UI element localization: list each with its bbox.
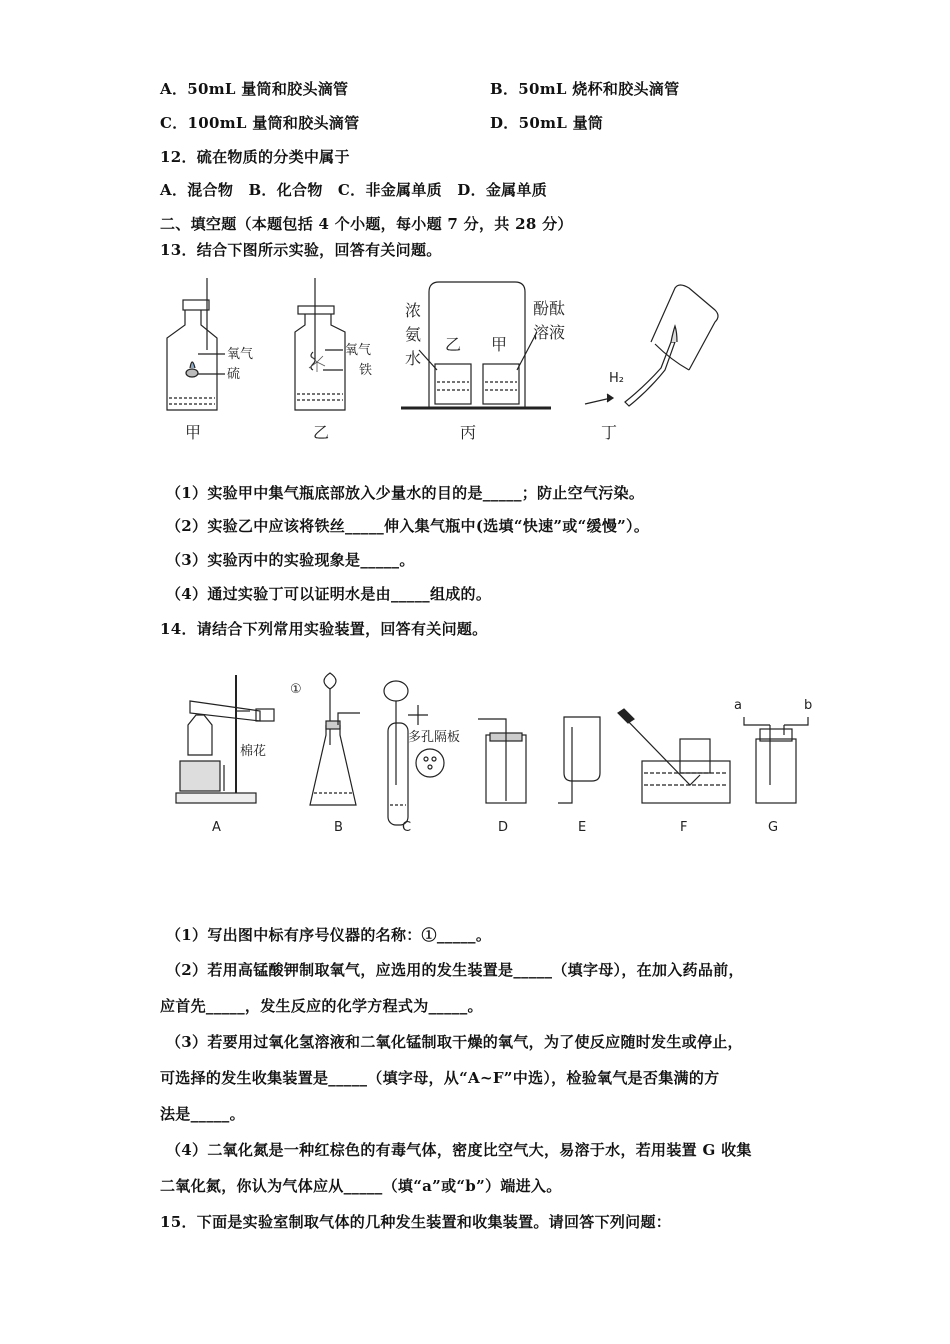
caption-c: C bbox=[402, 820, 412, 835]
q15-stem: 15．下面是实验室制取气体的几种发生装置和收集装置。请回答下列问题： bbox=[160, 1213, 672, 1231]
label-ammonia-2: 氨 bbox=[405, 325, 422, 344]
caption-yi: 乙 bbox=[313, 423, 330, 442]
q13-sub3: （3）实验丙中的实验现象是_____。 bbox=[166, 551, 415, 569]
apparatus-f bbox=[618, 709, 730, 803]
q13-sub1: （1）实验甲中集气瓶底部放入少量水的目的是_____；防止空气污染。 bbox=[166, 484, 645, 502]
apparatus-d bbox=[478, 719, 526, 803]
label-porous-plate: 多孔隔板 bbox=[408, 730, 461, 745]
q14-sub4-line2: 二氧化氮，你认为气体应从_____（填“a”或“b”）端进入。 bbox=[160, 1177, 562, 1195]
q13-sub4: （4）通过实验丁可以证明水是由_____组成的。 bbox=[166, 585, 492, 603]
bottle-jia bbox=[167, 278, 225, 410]
label-a: a bbox=[734, 698, 742, 713]
q11-option-d: D．50mL 量筒 bbox=[490, 114, 604, 132]
label-ammonia-1: 浓 bbox=[405, 301, 422, 320]
q14-stem: 14．请结合下列常用实验装置，回答有关问题。 bbox=[160, 620, 488, 638]
caption-b: B bbox=[334, 820, 343, 835]
label-iron: 铁 bbox=[359, 363, 373, 378]
q13-sub2: （2）实验乙中应该将铁丝_____伸入集气瓶中(选填“快速”或“缓慢”）。 bbox=[166, 517, 650, 535]
q14-sub2-line1: （2）若用高锰酸钾制取氧气，应选用的发生装置是_____（填字母），在加入药品前， bbox=[166, 961, 744, 979]
q11-option-a: A．50mL 量筒和胶头滴管 bbox=[160, 80, 349, 98]
label-h2: H₂ bbox=[609, 371, 624, 386]
q14-sub3-line1: （3）若要用过氧化氢溶液和二氧化锰制取干燥的氧气，为了使反应随时发生或停止， bbox=[166, 1033, 743, 1051]
label-beaker-yi: 乙 bbox=[445, 335, 462, 354]
caption-ding: 丁 bbox=[601, 423, 618, 442]
label-sulfur: 硫 bbox=[227, 367, 241, 382]
label-cotton: 棉花 bbox=[240, 744, 267, 759]
q14-sub4-line1: （4）二氧化氮是一种红棕色的有毒气体，密度比空气大，易溶于水，若用装置 G 收集 bbox=[166, 1141, 752, 1159]
caption-bing: 丙 bbox=[460, 423, 477, 442]
caption-g: G bbox=[768, 820, 779, 835]
label-phenol-1: 酚酞 bbox=[533, 299, 566, 318]
caption-f: F bbox=[680, 820, 688, 835]
caption-d: D bbox=[498, 820, 509, 835]
apparatus-c bbox=[384, 681, 444, 825]
apparatus-b bbox=[310, 673, 360, 805]
label-oxygen-yi: 氧气 bbox=[345, 343, 372, 358]
bell-jar-bing bbox=[401, 282, 551, 408]
label-phenol-2: 溶液 bbox=[533, 323, 566, 342]
caption-e: E bbox=[578, 820, 587, 835]
label-beaker-jia: 甲 bbox=[491, 335, 508, 354]
q11-option-b: B．50mL 烧杯和胶头滴管 bbox=[490, 80, 680, 98]
q14-sub2-line2: 应首先_____，发生反应的化学方程式为_____。 bbox=[160, 997, 483, 1015]
caption-a: A bbox=[212, 820, 221, 835]
q13-figure bbox=[155, 270, 725, 450]
q14-sub1: （1）写出图中标有序号仪器的名称：①_____。 bbox=[166, 926, 492, 944]
q12-options: A．混合物 B．化合物 C．非金属单质 D．金属单质 bbox=[160, 181, 548, 199]
q13-stem: 13．结合下图所示实验，回答有关问题。 bbox=[160, 241, 442, 259]
label-ammonia-3: 水 bbox=[405, 349, 422, 368]
bottle-yi bbox=[295, 278, 345, 410]
q14-figure bbox=[160, 665, 820, 845]
label-circle1: ① bbox=[290, 682, 302, 697]
apparatus-e bbox=[558, 717, 600, 803]
apparatus-a bbox=[176, 675, 274, 803]
q11-option-c: C．100mL 量筒和胶头滴管 bbox=[160, 114, 360, 132]
label-b: b bbox=[804, 698, 813, 713]
apparatus-g bbox=[744, 717, 808, 803]
caption-jia: 甲 bbox=[185, 423, 202, 442]
q14-sub3-line2: 可选择的发生收集装置是_____（填字母，从“A~F”中选），检验氧气是否集满的方 bbox=[160, 1069, 720, 1087]
q14-sub3-line3: 法是_____。 bbox=[160, 1105, 245, 1123]
q12-stem: 12．硫在物质的分类中属于 bbox=[160, 148, 350, 166]
section-heading: 二、填空题（本题包括 4 个小题，每小题 7 分，共 28 分） bbox=[160, 215, 573, 233]
label-oxygen-jia: 氧气 bbox=[227, 347, 254, 362]
hydrogen-setup-ding bbox=[585, 285, 718, 406]
